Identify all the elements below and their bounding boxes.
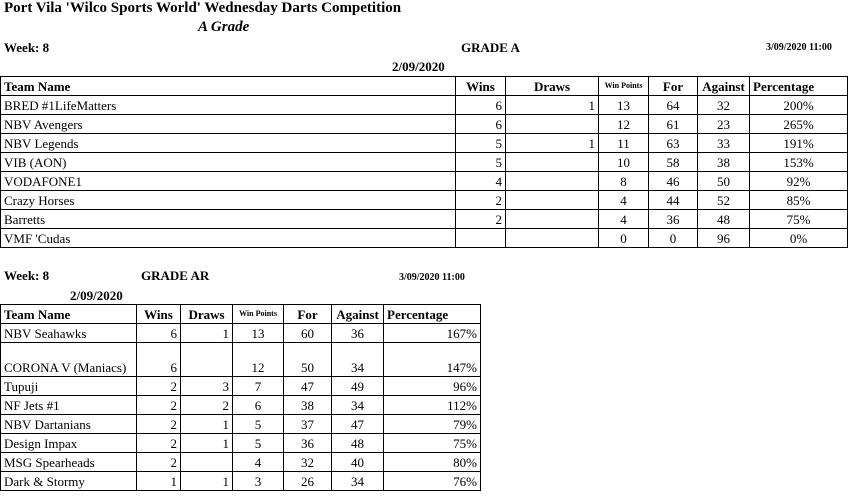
header-for: For xyxy=(284,305,332,324)
team-name-cell: Dark & Stormy xyxy=(1,472,137,491)
percentage-cell: 75% xyxy=(750,210,848,229)
team-name-cell: Tupuji xyxy=(1,377,137,396)
header-percentage: Percentage xyxy=(384,305,481,324)
table-row xyxy=(1,415,481,434)
against-cell: 32 xyxy=(698,96,750,115)
table-row xyxy=(1,377,481,396)
team-name-cell: NBV Dartanians xyxy=(1,415,137,434)
win-points-cell: 3 xyxy=(233,472,284,491)
win-points-cell: 12 xyxy=(233,343,284,377)
for-cell: 64 xyxy=(649,96,698,115)
table-row xyxy=(1,434,481,453)
table-header-row xyxy=(1,77,848,96)
percentage-cell: 85% xyxy=(750,191,848,210)
win-points-cell: 4 xyxy=(599,191,649,210)
header-team: Team Name xyxy=(1,77,456,96)
grade-a-week: Week: 8 xyxy=(4,40,50,55)
win-points-cell: 4 xyxy=(233,453,284,472)
team-name-cell: MSG Spearheads xyxy=(1,453,137,472)
percentage-cell: 191% xyxy=(750,134,848,153)
percentage-cell: 80% xyxy=(384,453,481,472)
win-points-cell: 13 xyxy=(599,96,649,115)
grade-a-date: 2/09/2020 xyxy=(392,59,445,74)
for-cell: 36 xyxy=(284,434,332,453)
team-name-cell: VODAFONE1 xyxy=(1,172,456,191)
table-row xyxy=(1,191,848,210)
percentage-cell: 92% xyxy=(750,172,848,191)
draws-cell: 1 xyxy=(506,134,599,153)
draws-cell: 1 xyxy=(181,324,233,343)
for-cell: 32 xyxy=(284,453,332,472)
wins-cell: 5 xyxy=(456,134,506,153)
for-cell: 0 xyxy=(649,229,698,248)
for-cell: 26 xyxy=(284,472,332,491)
wins-cell: 2 xyxy=(137,396,181,415)
team-name-cell: NBV Legends xyxy=(1,134,456,153)
against-cell: 48 xyxy=(332,434,384,453)
win-points-cell: 6 xyxy=(233,396,284,415)
percentage-cell: 112% xyxy=(384,396,481,415)
wins-cell xyxy=(456,229,506,248)
draws-cell xyxy=(506,191,599,210)
wins-cell: 2 xyxy=(137,453,181,472)
against-cell: 49 xyxy=(332,377,384,396)
wins-cell: 5 xyxy=(456,153,506,172)
against-cell: 96 xyxy=(698,229,750,248)
team-name-cell: CORONA V (Maniacs) xyxy=(1,343,137,377)
table-row xyxy=(1,153,848,172)
table-row xyxy=(1,210,848,229)
for-cell: 58 xyxy=(649,153,698,172)
against-cell: 50 xyxy=(698,172,750,191)
wins-cell: 2 xyxy=(456,191,506,210)
win-points-cell: 11 xyxy=(599,134,649,153)
percentage-cell: 96% xyxy=(384,377,481,396)
for-cell: 47 xyxy=(284,377,332,396)
wins-cell: 6 xyxy=(456,96,506,115)
table-row xyxy=(1,324,481,343)
for-cell: 60 xyxy=(284,324,332,343)
grade-ar-title: GRADE AR xyxy=(141,268,210,283)
page-subtitle: A Grade xyxy=(198,19,250,35)
wins-cell: 6 xyxy=(137,343,181,377)
header-win-points: Win Points xyxy=(599,77,649,96)
win-points-cell: 8 xyxy=(599,172,649,191)
table-row xyxy=(1,453,481,472)
grade-ar-date: 2/09/2020 xyxy=(70,288,123,303)
wins-cell: 6 xyxy=(456,115,506,134)
win-points-cell: 4 xyxy=(599,210,649,229)
grade-ar-timestamp: 3/09/2020 11:00 xyxy=(399,272,465,283)
draws-cell xyxy=(506,210,599,229)
percentage-cell: 147% xyxy=(384,343,481,377)
draws-cell: 1 xyxy=(181,415,233,434)
against-cell: 47 xyxy=(332,415,384,434)
table-row xyxy=(1,172,848,191)
percentage-cell: 75% xyxy=(384,434,481,453)
win-points-cell: 13 xyxy=(233,324,284,343)
header-draws: Draws xyxy=(506,77,599,96)
table-row xyxy=(1,396,481,415)
table-row xyxy=(1,96,848,115)
table-row xyxy=(1,229,848,248)
team-name-cell: VIB (AON) xyxy=(1,153,456,172)
win-points-cell: 10 xyxy=(599,153,649,172)
grade-a-table xyxy=(0,76,848,248)
wins-cell: 2 xyxy=(137,377,181,396)
header-team: Team Name xyxy=(1,305,137,324)
against-cell: 48 xyxy=(698,210,750,229)
wins-cell: 1 xyxy=(137,472,181,491)
team-name-cell: BRED #1LifeMatters xyxy=(1,96,456,115)
grade-a-timestamp: 3/09/2020 11:00 xyxy=(766,42,832,53)
for-cell: 46 xyxy=(649,172,698,191)
against-cell: 34 xyxy=(332,343,384,377)
team-name-cell: Barretts xyxy=(1,210,456,229)
draws-cell xyxy=(506,115,599,134)
page-title: Port Vila 'Wilco Sports World' Wednesday Darts Competition xyxy=(4,0,402,16)
percentage-cell: 200% xyxy=(750,96,848,115)
header-against: Against xyxy=(698,77,750,96)
win-points-cell: 5 xyxy=(233,415,284,434)
draws-cell: 2 xyxy=(181,396,233,415)
header-for: For xyxy=(649,77,698,96)
team-name-cell: NF Jets #1 xyxy=(1,396,137,415)
draws-cell: 1 xyxy=(181,434,233,453)
team-name-cell: VMF 'Cudas xyxy=(1,229,456,248)
draws-cell: 1 xyxy=(181,472,233,491)
for-cell: 44 xyxy=(649,191,698,210)
against-cell: 33 xyxy=(698,134,750,153)
percentage-cell: 76% xyxy=(384,472,481,491)
wins-cell: 2 xyxy=(137,415,181,434)
for-cell: 50 xyxy=(284,343,332,377)
wins-cell: 2 xyxy=(456,210,506,229)
wins-cell: 6 xyxy=(137,324,181,343)
percentage-cell: 167% xyxy=(384,324,481,343)
against-cell: 34 xyxy=(332,472,384,491)
table-row xyxy=(1,134,848,153)
percentage-cell: 265% xyxy=(750,115,848,134)
for-cell: 36 xyxy=(649,210,698,229)
draws-cell xyxy=(181,453,233,472)
draws-cell xyxy=(506,153,599,172)
against-cell: 34 xyxy=(332,396,384,415)
for-cell: 63 xyxy=(649,134,698,153)
team-name-cell: NBV Avengers xyxy=(1,115,456,134)
grade-a-title: GRADE A xyxy=(461,40,520,55)
team-name-cell: Design Impax xyxy=(1,434,137,453)
against-cell: 52 xyxy=(698,191,750,210)
grade-ar-week: Week: 8 xyxy=(4,268,50,283)
table-header-row xyxy=(1,305,481,324)
header-draws: Draws xyxy=(181,305,233,324)
against-cell: 23 xyxy=(698,115,750,134)
draws-cell xyxy=(181,343,233,377)
wins-cell: 2 xyxy=(137,434,181,453)
against-cell: 40 xyxy=(332,453,384,472)
team-name-cell: NBV Seahawks xyxy=(1,324,137,343)
for-cell: 61 xyxy=(649,115,698,134)
win-points-cell: 12 xyxy=(599,115,649,134)
percentage-cell: 0% xyxy=(750,229,848,248)
against-cell: 36 xyxy=(332,324,384,343)
header-win-points: Win Points xyxy=(233,305,284,324)
draws-cell: 3 xyxy=(181,377,233,396)
header-wins: Wins xyxy=(456,77,506,96)
header-percentage: Percentage xyxy=(750,77,848,96)
win-points-cell: 0 xyxy=(599,229,649,248)
table-row xyxy=(1,472,481,491)
team-name-cell: Crazy Horses xyxy=(1,191,456,210)
wins-cell: 4 xyxy=(456,172,506,191)
table-row xyxy=(1,343,481,377)
for-cell: 37 xyxy=(284,415,332,434)
draws-cell xyxy=(506,229,599,248)
win-points-cell: 7 xyxy=(233,377,284,396)
header-wins: Wins xyxy=(137,305,181,324)
percentage-cell: 153% xyxy=(750,153,848,172)
percentage-cell: 79% xyxy=(384,415,481,434)
grade-ar-table xyxy=(0,304,481,491)
win-points-cell: 5 xyxy=(233,434,284,453)
draws-cell xyxy=(506,172,599,191)
table-row xyxy=(1,115,848,134)
draws-cell: 1 xyxy=(506,96,599,115)
for-cell: 38 xyxy=(284,396,332,415)
header-against: Against xyxy=(332,305,384,324)
against-cell: 38 xyxy=(698,153,750,172)
